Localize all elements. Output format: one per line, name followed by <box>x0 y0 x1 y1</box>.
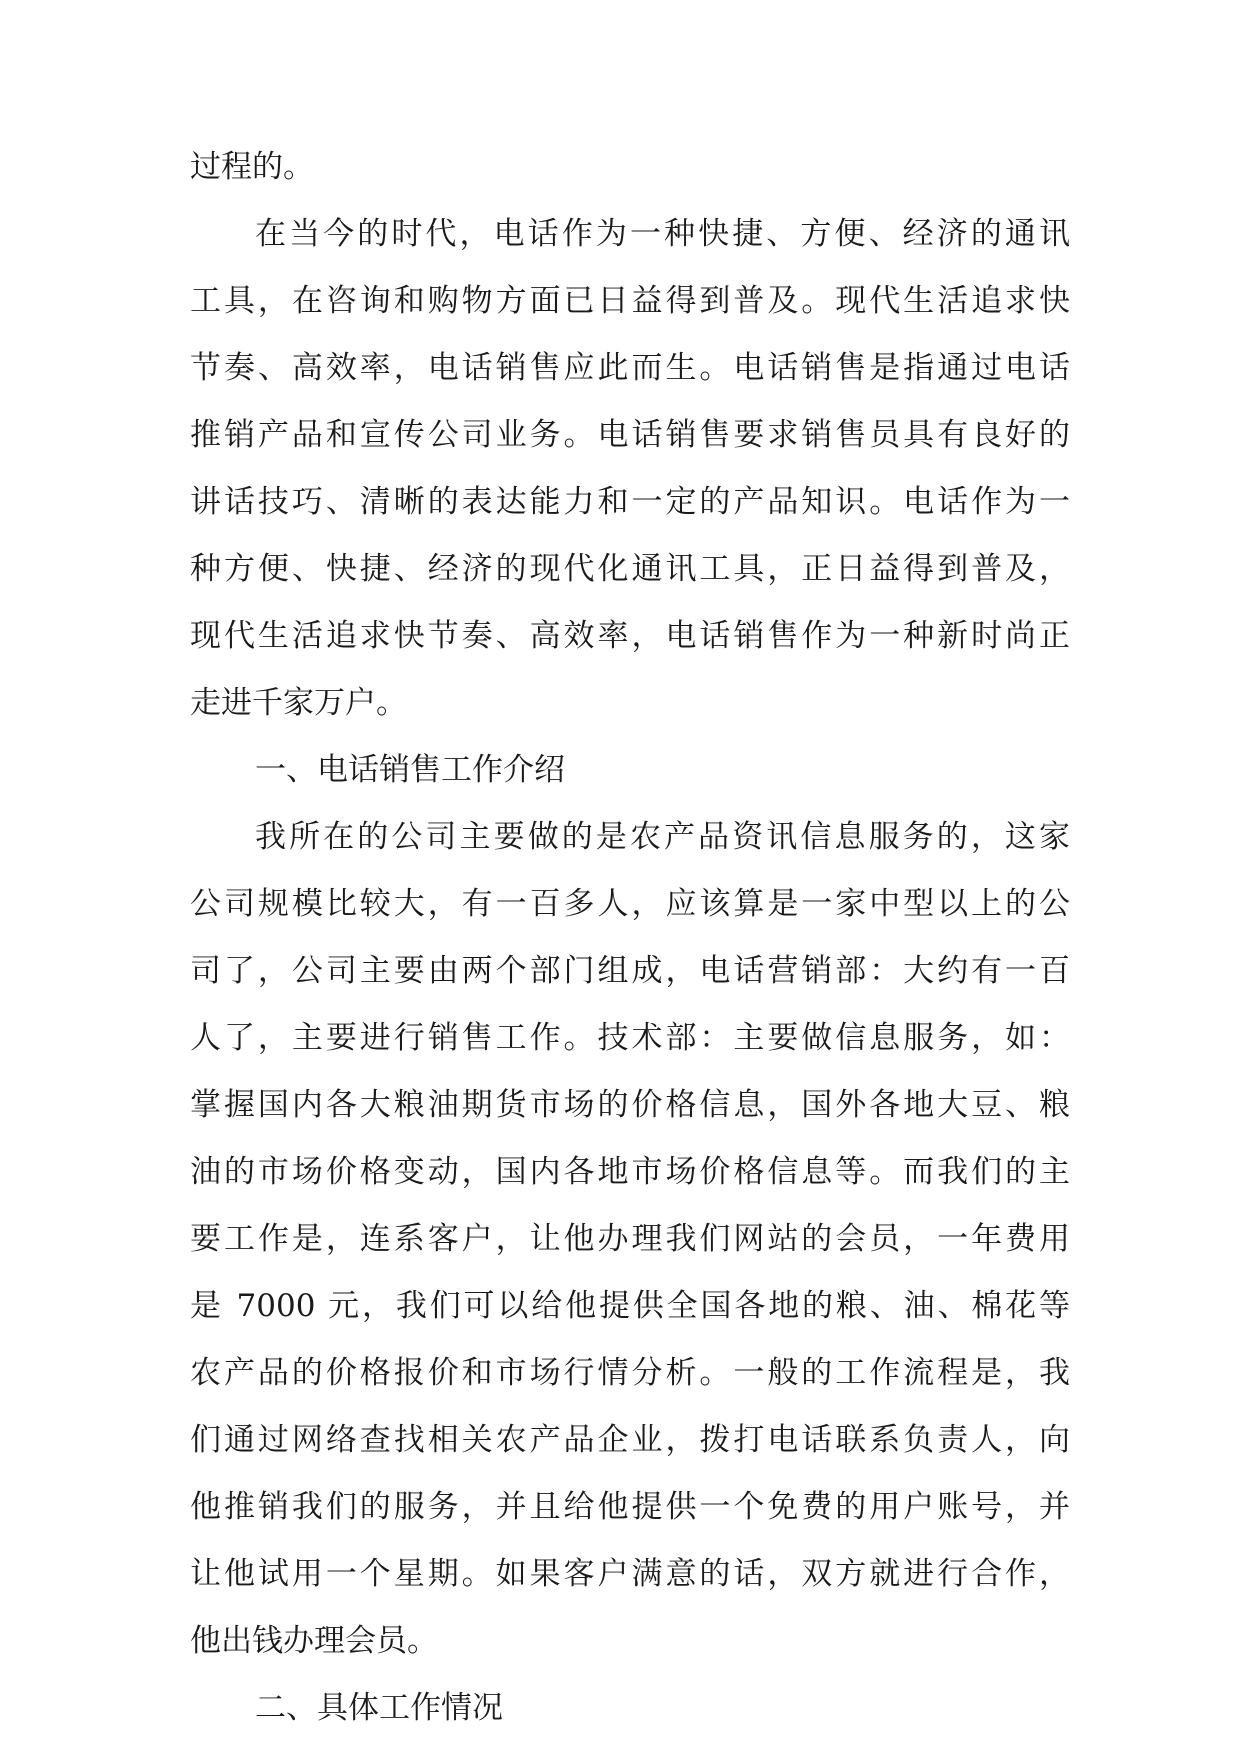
text-line: 在当今的时代，电话作为一种快捷、方便、经济的通讯 <box>255 216 1070 252</box>
text-line: 节奏、高效率，电话销售应此而生。电话销售是指通过电话 <box>190 350 1070 386</box>
text-line: 工具，在咨询和购物方面已日益得到普及。现代生活追求快 <box>190 283 1070 319</box>
text-line: 要工作是，连系客户，让他办理我们网站的会员，一年费用 <box>190 1221 1070 1257</box>
text-line: 公司规模比较大，有一百多人，应该算是一家中型以上的公 <box>190 886 1070 922</box>
text-line: 他推销我们的服务，并且给他提供一个免费的用户账号，并 <box>190 1489 1070 1525</box>
text-line: 人了，主要进行销售工作。技术部：主要做信息服务，如： <box>190 1020 1070 1056</box>
text-line: 他出钱办理会员。 <box>190 1623 438 1659</box>
text-line: 让他试用一个星期。如果客户满意的话，双方就进行合作， <box>190 1556 1070 1592</box>
text-line: 种方便、快捷、经济的现代化通讯工具，正日益得到普及， <box>190 551 1070 587</box>
text-line: 司了，公司主要由两个部门组成，电话营销部：大约有一百 <box>190 953 1070 989</box>
text-line: 现代生活追求快节奏、高效率，电话销售作为一种新时尚正 <box>190 618 1070 654</box>
text-line: 过程的。 <box>190 149 314 185</box>
text-line: 走进千家万户。 <box>190 685 407 721</box>
text-line: 我所在的公司主要做的是农产品资讯信息服务的，这家 <box>255 819 1070 855</box>
text-line: 推销产品和宣传公司业务。电话销售要求销售员具有良好的 <box>190 417 1070 453</box>
text-line: 讲话技巧、清晰的表达能力和一定的产品知识。电话作为一 <box>190 484 1070 520</box>
text-line: 是 7000 元，我们可以给他提供全国各地的粮、油、棉花等 <box>190 1288 1070 1324</box>
text-line: 油的市场价格变动，国内各地市场价格信息等。而我们的主 <box>190 1154 1070 1190</box>
text-line: 们通过网络查找相关农产品企业，拨打电话联系负责人，向 <box>190 1422 1070 1458</box>
text-line: 掌握国内各大粮油期货市场的价格信息，国外各地大豆、粮 <box>190 1087 1070 1123</box>
section-heading: 二、具体工作情况 <box>255 1690 503 1726</box>
text-line: 农产品的价格报价和市场行情分析。一般的工作流程是，我 <box>190 1355 1070 1391</box>
section-heading: 一、电话销售工作介绍 <box>255 752 565 788</box>
